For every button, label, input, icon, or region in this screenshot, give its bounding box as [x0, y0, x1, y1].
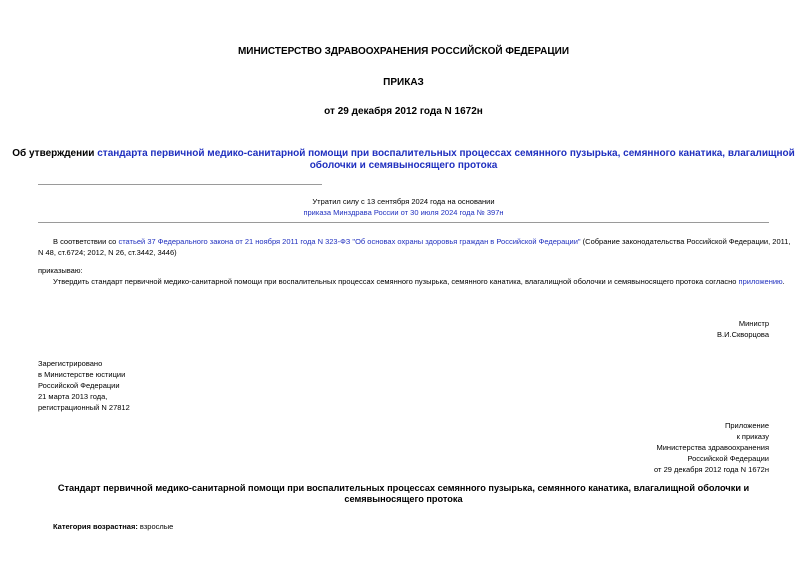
divider-long	[38, 222, 769, 223]
appendix-line: от 29 декабря 2012 года N 1672н	[654, 465, 769, 474]
standard-link[interactable]: стандарта первичной медико-санитарной помощи при воспалительных процессах семянного пузырька, семянного канатика, влагалищной	[97, 148, 795, 159]
approval-paragraph	[53, 276, 785, 287]
preamble-start: В соответствии со	[53, 237, 119, 246]
preamble-rest: (Собрание законодательства Российской Федерации, 2011,	[580, 237, 791, 246]
registration-line: регистрационный N 27812	[38, 403, 130, 412]
repeal-order-link[interactable]: приказа Минздрава России от 30 июля 2024 года № 397н	[303, 208, 504, 217]
appendix-line: Министерства здравоохранения	[656, 443, 769, 452]
appendix-line: Приложение	[725, 421, 769, 430]
status-text: Утратил силу с 13 сентября 2024 года на основании	[312, 197, 495, 206]
order-date: от 29 декабря 2012 года N 1672н	[324, 106, 483, 117]
standard-title	[0, 483, 807, 505]
registration-line: Российской Федерации	[38, 381, 120, 390]
divider-short	[38, 184, 322, 185]
ministry-heading: МИНИСТЕРСТВО ЗДРАВООХРАНЕНИЯ РОССИЙСКОЙ ФЕДЕРАЦИИ	[237, 46, 570, 57]
status-note	[0, 196, 807, 218]
registration-block	[38, 358, 130, 413]
signature-name: В.И.Скворцова	[717, 330, 769, 339]
age-category-value: взрослые	[137, 522, 174, 531]
approval-text: Утвердить стандарт первичной медико-санитарной помощи при воспалительных процессах семянного пузырька, семянного канатика, влагалищной оболочки и семявыносящего протока согласно	[53, 277, 739, 286]
title-prefix: Об утверждении	[12, 148, 98, 159]
age-category	[53, 521, 173, 532]
standard-link-continued[interactable]: оболочки и семявыносящего протока	[309, 160, 498, 171]
signature-position: Министр	[738, 319, 769, 328]
federal-law-link[interactable]: статьей 37 Федерального закона от 21 ноября 2011 года N 323-ФЗ "Об основах охраны здоровья граждан в Российской Федерации"	[118, 237, 581, 246]
registration-line: Зарегистрировано	[38, 359, 103, 368]
standard-title-line1: Стандарт первичной медико-санитарной помощи при воспалительных процессах семянного пузырька, семянного канатика, влагалищной оболочки и	[57, 483, 750, 493]
standard-title-line2: семявыносящего протока	[344, 494, 463, 504]
order-word: приказываю:	[38, 266, 83, 275]
document-title	[0, 148, 807, 172]
registration-line: 21 марта 2013 года,	[38, 392, 108, 401]
appendix-block	[654, 420, 769, 475]
appendix-line: к приказу	[736, 432, 769, 441]
signature-block	[717, 318, 769, 340]
age-category-label: Категория возрастная:	[53, 522, 138, 531]
order-title: ПРИКАЗ	[383, 77, 424, 88]
appendix-line: Российской Федерации	[687, 454, 769, 463]
preamble-line2: N 48, ст.6724; 2012, N 26, ст.3442, 3446)	[38, 248, 177, 257]
preamble-paragraph	[38, 236, 791, 258]
approval-end: .	[782, 277, 785, 286]
registration-line: в Министерстве юстиции	[38, 370, 126, 379]
appendix-link[interactable]: приложению	[738, 277, 783, 286]
